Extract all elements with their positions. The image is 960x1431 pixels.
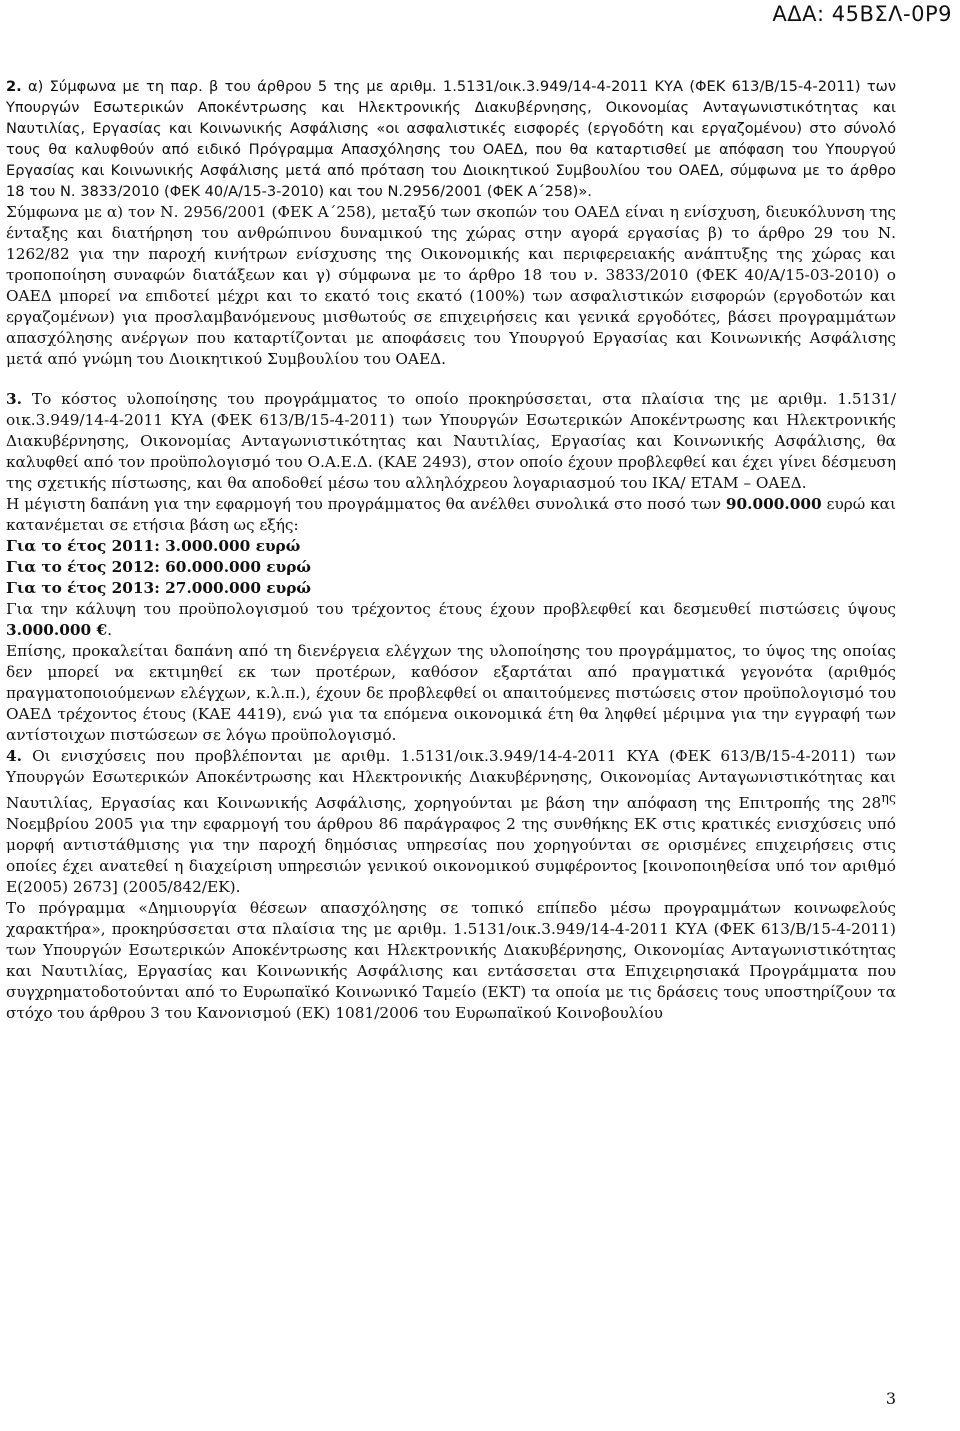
section-2-paragraph-2: Σύμφωνα με α) τον Ν. 2956/2001 (ΦΕΚ Α΄258), μεταξύ των σκοπών του ΟΑΕΔ είναι η ενίσχυση, διευκόλυνση της ένταξης και διατήρηση του ανθρώπινου δυναμικού της χώρας στην αγορά εργασίας β) το άρθρο 29 του Ν. 1262/82 για την παροχή κινήτρων ενίσχυσης της Οικονομικής και περιφερειακής ανάπτυξης της χώρας και τροποποίηση συναφών διατάξεων και γ) σύμφωνα με το άρθρο 18 του ν. 3833/2010 (ΦΕΚ 40/Α/15-03-2010) ο ΟΑΕΔ μπορεί να επιδοτεί μέχρι και το εκατό τοις εκατό (100%) των ασφαλιστικών εισφορών (εργοδοτών και εργαζομένων) για προσλαμβανόμενους μισθωτούς σε επιχειρήσεις και γενικά εργοδότες, βάσει προγραμμάτων απασχόλησης ανέργων που καταρτίζονται με αποφάσεις του Υπουργού Εργασίας και Κοινωνικής Ασφάλισης μετά από γνώμη του Διοικητικού Συμβουλίου του ΟΑΕΔ. bbox=[6, 203, 896, 368]
cost-after: ευρώ και κατανέμεται σε ετήσια βάση ως εξής: bbox=[6, 495, 896, 534]
section-4-text: Οι ενισχύσεις που προβλέπονται με αριθμ. 1.5131/οικ.3.949/14-4-2011 ΚΥΑ (ΦΕΚ 613/Β/15-4-2011) των Υπουργών Εσωτερικών Αποκέντρωσης και Ηλεκτρονικής Διακυβέρνησης, Οικονομίας Ανταγωνιστικότητας και Ναυτιλίας, Εργασίας και Κοινωνικής Ασφάλισης, χορηγούνται με βάση την απόφαση της Επιτροπής της 28 bbox=[6, 747, 896, 813]
section-2-text: α) Σύμφωνα με τη παρ. β του άρθρου 5 της με αριθμ. 1.5131/οικ.3.949/14-4-2011 ΚΥΑ (ΦΕΚ 613/Β/15-4-2011) των Υπουργών Εσωτερικών Αποκέντρωσης και Ηλεκτρονικής Διακυβέρνησης, Οικονομίας Ανταγωνιστικότητας και Ναυτιλίας, Εργασίας και Κοινωνικής Ασφάλισης «οι ασφαλιστικές εισφορές (εργοδότη και εργαζομένου) στο σύνολό τους θα καλυφθούν από ειδικό Πρόγραμμα Απασχόλησης του ΟΑΕΔ, που θα καταρτισθεί με απόφαση του Υπουργού Εργασίας και Κοινωνικής Ασφάλισης μετά από πρόταση του Διοικητικού Συμβουλίου του ΟΑΕΔ, σύμφωνα με το άρθρο 18 του Ν. 3833/2010 (ΦΕΚ 40/Α/15-3-2010) και του Ν.2956/2001 (ΦΕΚ Α΄258)». bbox=[6, 78, 897, 200]
cost-total: 90.000.000 bbox=[725, 495, 822, 513]
section-3-number: 3. bbox=[6, 390, 22, 408]
ada-header: ΑΔΑ: 45ΒΣΛ-0Ρ9 bbox=[772, 2, 952, 26]
control-paragraph: Επίσης, προκαλείται δαπάνη από τη διενέργεια ελέγχων της υλοποίησης του προγράμματος, το ύψος της οποίας δεν μπορεί να εκτιμηθεί εκ των προτέρων, καθόσον εξαρτάται από πραγματικά γεγονότα (αριθμός πραγματοποιούμενων ελέγχων, κ.λ.π.), έχουν δε προβλεφθεί οι απαιτούμενες πιστώσεις στον προϋπολογισμό του ΟΑΕΔ τρέχοντος έτους (ΚΑΕ 4419), ενώ για τα επόμενα οικονομικά έτη θα ληφθεί μέριμνα για την εγγραφή των αντίστοιχων πιστώσεων σε λόγω προϋπολογισμό. bbox=[6, 642, 896, 744]
section-3-paragraph bbox=[6, 389, 896, 494]
year-2012: Για το έτος 2012: 60.000.000 ευρώ bbox=[6, 558, 311, 576]
coverage-before: Για την κάλυψη του προϋπολογισμού του τρέχοντος έτους έχουν προβλεφθεί και δεσμευθεί πιστώσεις ύψους bbox=[6, 600, 896, 618]
cost-paragraph bbox=[6, 494, 896, 536]
document-body bbox=[6, 76, 896, 1024]
coverage-after: . bbox=[107, 621, 113, 639]
section-3-text: Το κόστος υλοποίησης του προγράμματος το οποίο προκηρύσσεται, στα πλαίσια της με αριθμ. 1.5131/οικ.3.949/14-4-2011 ΚΥΑ (ΦΕΚ 613/Β/15-4-2011) των Υπουργών Εσωτερικών Αποκέντρωσης και Ηλεκτρονικής Διακυβέρνησης, Οικονομίας Ανταγωνιστικότητας και Ναυτιλίας, Εργασίας και Κοινωνικής Ασφάλισης, θα καλυφθεί από τον προϋπολογισμό του Ο.Α.Ε.Δ. (ΚΑΕ 2493), στον οποίο έχουν προβλεφθεί και έχει γίνει δέσμευση της σχετικής πίστωσης, και θα αποδοθεί μέσω του αλληλόχρεου λογαριασμού του ΙΚΑ/ ΕΤΑΜ – ΟΑΕΔ. bbox=[6, 390, 896, 492]
section-2-paragraph bbox=[6, 76, 896, 202]
program-paragraph: Το πρόγραμμα «Δημιουργία θέσεων απασχόλησης σε τοπικό επίπεδο μέσω προγραμμάτων κοινωφελούς χαρακτήρα», προκηρύσσεται στα πλαίσια της με αριθμ. 1.5131/οικ.3.949/14-4-2011 ΚΥΑ (ΦΕΚ 613/Β/15-4-2011) των Υπουργών Εσωτερικών Αποκέντρωσης και Ηλεκτρονικής Διακυβέρνησης, Οικονομίας Ανταγωνιστικότητας και Ναυτιλίας, Εργασίας και Κοινωνικής Ασφάλισης και εντάσσεται στα Επιχειρησιακά Προγράμματα που συγχρηματοδοτούνται από το Ευρωπαϊκό Κοινωνικό Ταμείο (ΕΚΤ) τα οποία με τις δράσεις τους υποστηρίζουν τα στόχο του άρθρου 3 του Κανονισμού (ΕΚ) 1081/2006 του Ευρωπαϊκού Κοινοβουλίου bbox=[6, 899, 896, 1023]
section-4-number: 4. bbox=[6, 747, 22, 765]
section-4-paragraph bbox=[6, 746, 896, 898]
section-4-text-continued: Νοεμβρίου 2005 για την εφαρμογή του άρθρου 86 παράγραφος 2 της συνθήκης ΕΚ στις κρατικές ενισχύσεις υπό μορφή αντιστάθμισης για την παροχή δημόσιας υπηρεσίας που χορηγούνται σε ορισμένες επιχειρήσεις στις οποίες έχει ανατεθεί η διαχείριση υπηρεσιών γενικού οικονομικού συμφέροντος [κοινοποιηθείσα υπό τον αριθμό Ε(2005) 2673] (2005/842/ΕΚ). bbox=[6, 815, 896, 897]
cost-intro: Η μέγιστη δαπάνη για την εφαρμογή του προγράμματος θα ανέλθει συνολικά στο ποσό των bbox=[6, 495, 721, 513]
coverage-amount: 3.000.000 € bbox=[6, 621, 108, 639]
year-2011: Για το έτος 2011: 3.000.000 ευρώ bbox=[6, 537, 301, 555]
section-2-number: 2. bbox=[6, 78, 22, 95]
coverage-paragraph bbox=[6, 599, 896, 641]
year-2013: Για το έτος 2013: 27.000.000 ευρώ bbox=[6, 579, 311, 597]
ordinal-suffix: ης bbox=[881, 791, 896, 806]
paragraph-gap bbox=[6, 370, 896, 389]
page-number: 3 bbox=[885, 1389, 896, 1408]
